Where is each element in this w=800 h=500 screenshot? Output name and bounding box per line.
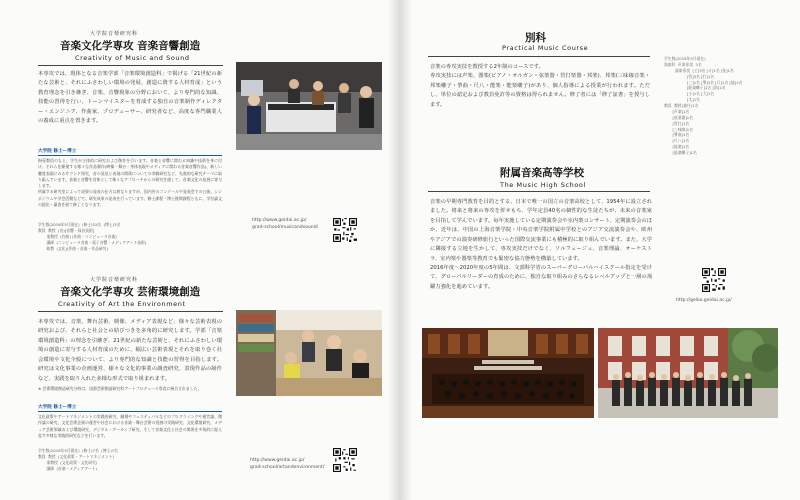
orchestra-photo xyxy=(422,328,594,418)
section-url[interactable]: http://www.geidai.ac.jp/ grad-school/musicandsound/ xyxy=(252,218,319,230)
section-title: 別科 xyxy=(525,32,546,44)
right-page xyxy=(400,0,800,500)
section-title: 音楽文化学専攻 音楽音響創造 xyxy=(60,40,201,52)
section-body: 音楽の早期専門教育を目的とする、日本で唯一の国立の音楽高校として、1954年に設立されました。将来と将来の専攻を併せもち、学年定員40名の個性的な生徒たちが、未来の音楽家を目指して学んでいます。毎年実施している定期演奏会や室内楽コンサート、定期演奏会のほか、近年は、中国の上海音楽学院・中央音楽学院附属中学校とのアジア交流演奏会や、欧州やアジアでの演奏研修旅行といった国際交流事業にも積極的に取り組んでいます。また、大学に隣接する立地を生かして、専攻実技だけでなく、ソルフェージュ、音楽理論、オーケストラ、室内楽や器楽等教育でも緊密な協力態勢を構築しています。 2016年度～2020年度の5年間は、文部科学省のスーパーグローバルハイスクール指定を受けて、グローバルリーダーの育成のために、独自な取り組みのさらなるレベルアップと一層の飛躍力強化を進めています。 xyxy=(430,199,652,290)
tag-rule xyxy=(38,411,222,412)
section-kicker: 大学院音楽研究科 xyxy=(90,31,139,37)
section-body: 音楽の専攻実技を教授する2年制のコースです。 専攻実技には声楽、器楽(ピアノ・オルガン・弦楽器・管打楽器・邦楽)、邦楽(三味線音楽・邦楽囃子・箏曲・尺八・能楽・能楽囃子)があり、個人指導による授業が行われます。ただし、単位の認定および教員免許等の資格は得られません。修了者には「修了証書」を授与します。 xyxy=(430,64,650,108)
faculty-meta: 学生数(2019年5月現在) (修士)7名 (博士)7名 教員 教授 (文化政策・アートマネジメント) 准教授 (文化政策・文化研究) 講師 (音楽・メディアアート) xyxy=(38,448,118,471)
section-url[interactable]: http://www.geidai.ac.jp/ grad-school/artandenvironment/ xyxy=(250,458,325,470)
section-body: 本専攻では、現体となる音楽学部「音楽環境創造科」で掲げる「21世紀の新たな芸術と、それにふさわしい環境の発展、創造に資する人材育成」という教育理念を引き継ぎ、音楽、音響現象の分野において、より専門的な知識、技能の習得を行い、トーンマイスターを育成する独自の音楽制作ディレクター・エンジニア、作曲家、プロデューサー、研究者など、高度な専門職業人の養成に重点を置きます。 xyxy=(38,71,222,125)
section-subtitle: Creativity of Music and Sound xyxy=(75,54,190,62)
title-rule xyxy=(38,311,223,312)
classroom-photo xyxy=(236,310,382,396)
title-rule xyxy=(428,56,650,57)
qr-code[interactable] xyxy=(702,268,726,292)
section-subtitle: Practical Music Course xyxy=(502,44,589,52)
program-description: 文化政策やアートマネジメントの実践的研究、劇場やフェスティバルなどのプログラミングや運営論、創作論の研究、文化芸術企画の運営や社会における音楽・舞台芸術の役割の実践研究、文化環境研究、メディア芸術領域および環境研究、デジタル・アーカイブ研究、そして音楽文化と社会の関係を多角的に捉え直す多様な実践的研究などを行います。 xyxy=(38,414,222,438)
side-meta: 学生数(2019年5月現在) 器楽科 声楽専攻 3名 器楽専攻 [ピ]3名 [オ]1名 [弦]1名 [管]3名 [打]1名 [三]1名 [箏]2名 [尺]1名 [能]1名 [能楽囃子]1名 [笛]1名 [小]1名 [大]1名 [太]1名 教員 教授(兼任)1名 [声楽]1名 [弦楽器]1名 [管打]1名 [三味線]1名 [箏曲]1名 [尺八]1名 [能楽]1名 [能楽囃子]1名 xyxy=(664,56,743,155)
section-url[interactable]: http://geiko.geidai.ac.jp/ xyxy=(676,298,732,303)
section-note: ※ 芸術環境創造研究分野は、国際芸術創造研究科アートプロデュース専攻に統合されました。 xyxy=(38,386,202,391)
students-group-photo xyxy=(598,328,778,418)
section-subtitle: Creativity of Art the Environment xyxy=(58,300,186,308)
title-rule xyxy=(38,65,223,66)
section-subtitle: The Music High School xyxy=(500,181,586,189)
section-kicker: 大学院音楽研究科 xyxy=(90,277,139,283)
title-rule xyxy=(428,191,650,192)
section-title: 音楽文化学専攻 芸術環境創造 xyxy=(60,286,201,298)
section-title: 附属音楽高等学校 xyxy=(500,167,584,179)
section-body: 本専攻では、音楽、舞台芸術、映像、メディア表現など、様々な芸術表現の研究および、それらと社会との結びつきを多角的に研究します。学部「音楽環境創造科」の理念を引継ぎ、21世紀の新たな芸術と、それにふさわしい環境の創造に寄与する人材育成のために、幅広い芸術表現とそれを取り巻く社会環境や文化全般について、より専門的な知識と技能の習得を目指します。研究は文化事業の企画運営、様々な文化的事業の調査研究、表現作品の制作など、実践を取り入れた多様な形式で取り組まれます。 xyxy=(38,319,222,382)
program-description: 指導教員のもと、学生が主体的に研究および創作を行います。音楽と音響に関わる知識や技術を身に付け、それらを駆使する様々な作品制作(映像・舞台・身体表現やメディアに関わる音楽音響作品)、新しい聴覚表現にみるサウンド探究、音の発見と表現の関係についての実験研究など、先進的な研究テーマに取り組んでいます。音楽と音響を対象として様々なアプローチからの研究を通して、音楽文化の発展に寄与します。 所属する研究室によって成果の発表の仕方は異なりますが、国内外のコンクールや発表会での公演、シンポジウムや学会活動などで、研究成果の発表を行っています。修士課程・博士後期課程ともに、学位論文の提出・審査を経て修了となります。 xyxy=(38,158,222,207)
studio-photo xyxy=(236,62,382,150)
tag-rule xyxy=(38,155,222,156)
faculty-meta: 学生数(2019年5月現在) (修士)15名 (博士)3名 教員 教授 (音)[音響・録音技術] 准教授 (作曲) (作曲・コンピュータ音楽) 講師 (コンピュータ音楽・電子音響・メディアアート技術) 助教 (文化)(作曲・音楽・作品研究) xyxy=(38,222,147,251)
qr-code[interactable] xyxy=(333,218,357,242)
program-tag: 大学院 修士ー博士 xyxy=(38,149,77,154)
qr-code[interactable] xyxy=(333,448,357,472)
program-tag: 大学院 修士ー博士 xyxy=(38,405,77,410)
